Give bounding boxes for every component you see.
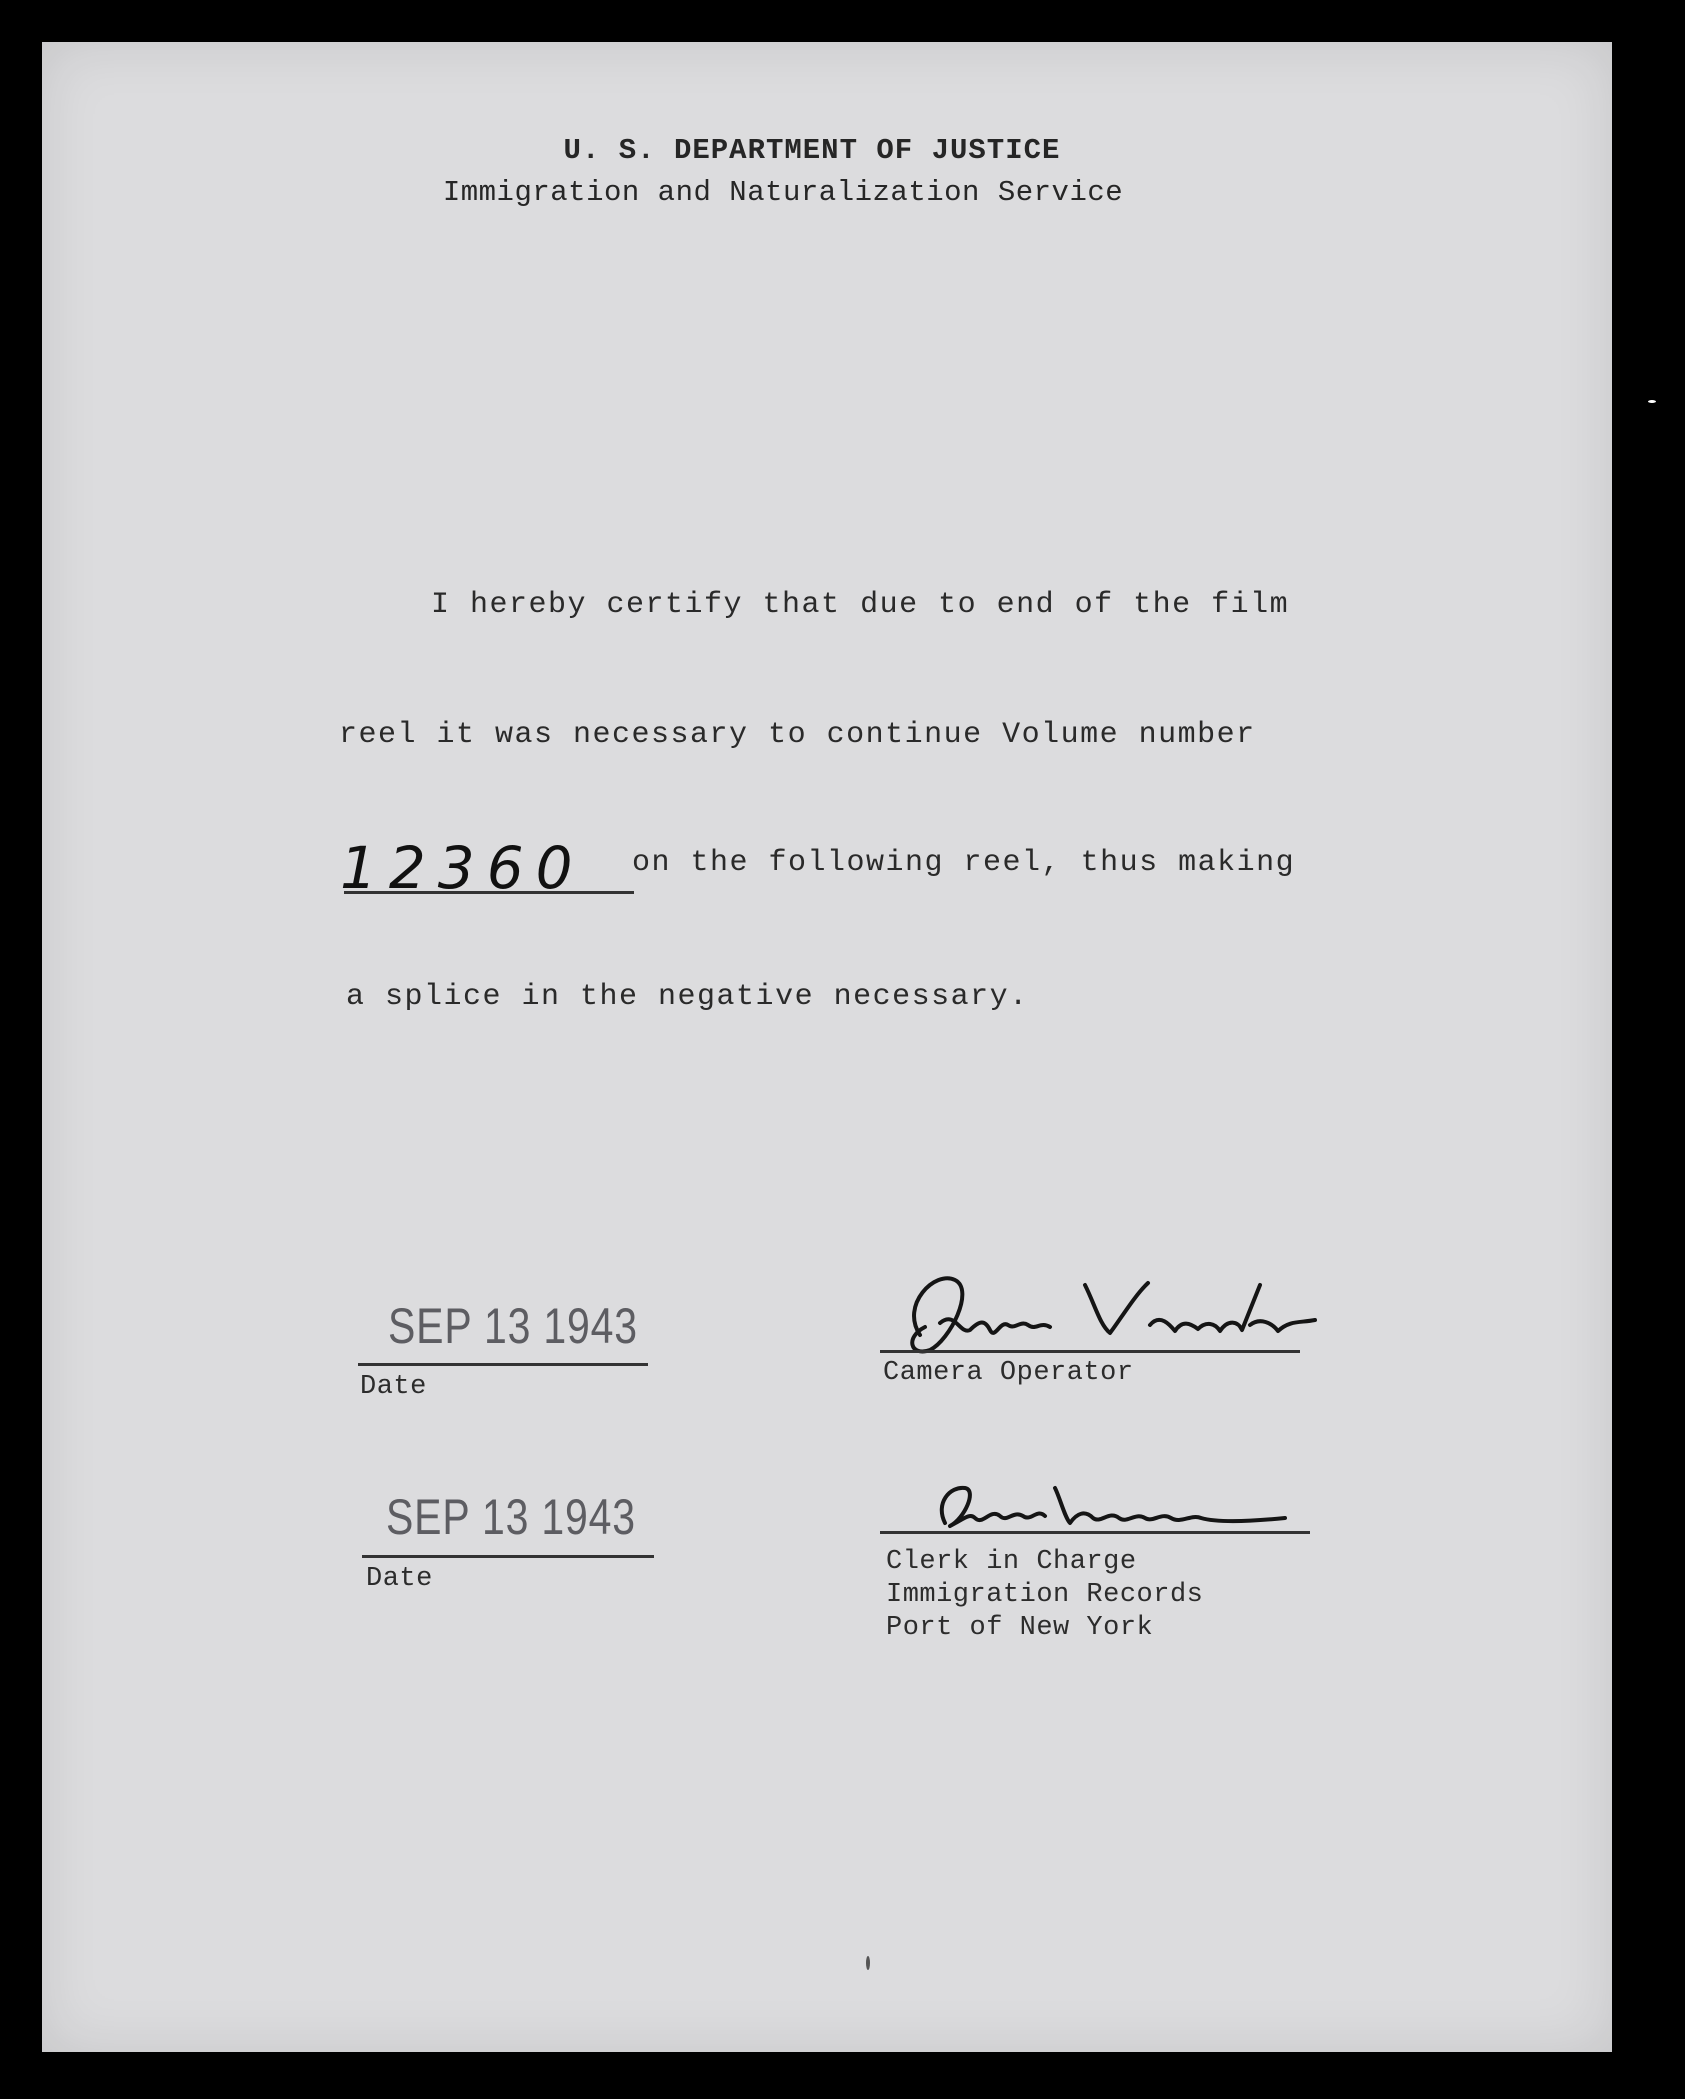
date-stamp-2: SEP 13 1943 <box>386 1489 636 1545</box>
date-line-1 <box>358 1363 648 1366</box>
document-page <box>42 42 1612 2052</box>
date-stamp-1: SEP 13 1943 <box>388 1298 638 1354</box>
date-label-2: Date <box>366 1564 433 1594</box>
service-heading: Immigration and Naturalization Service <box>442 176 1124 209</box>
clerk-title-line-3: Port of New York <box>886 1613 1154 1643</box>
certificate-line-4: a splice in the negative necessary. <box>346 980 1029 1014</box>
date-label-1: Date <box>360 1372 427 1402</box>
certificate-line-3: on the following reel, thus making <box>632 846 1296 880</box>
clerk-signature <box>905 1478 1325 1548</box>
scan-speck <box>1648 400 1656 403</box>
clerk-title-line-2: Immigration Records <box>886 1580 1204 1610</box>
clerk-line <box>880 1531 1310 1534</box>
volume-number-handwritten: 12360 <box>340 834 585 902</box>
camera-operator-line <box>880 1350 1300 1353</box>
volume-number-underline <box>344 891 634 894</box>
certificate-line-2: reel it was necessary to continue Volume number <box>339 718 1256 752</box>
certificate-line-1: I hereby certify that due to end of the film <box>431 588 1290 622</box>
date-line-2 <box>362 1555 654 1558</box>
camera-operator-title: Camera Operator <box>883 1358 1134 1388</box>
department-heading: U. S. DEPARTMENT OF JUSTICE <box>563 134 1061 167</box>
clerk-title-line-1: Clerk in Charge <box>886 1547 1137 1577</box>
scan-speck <box>866 1956 870 1970</box>
